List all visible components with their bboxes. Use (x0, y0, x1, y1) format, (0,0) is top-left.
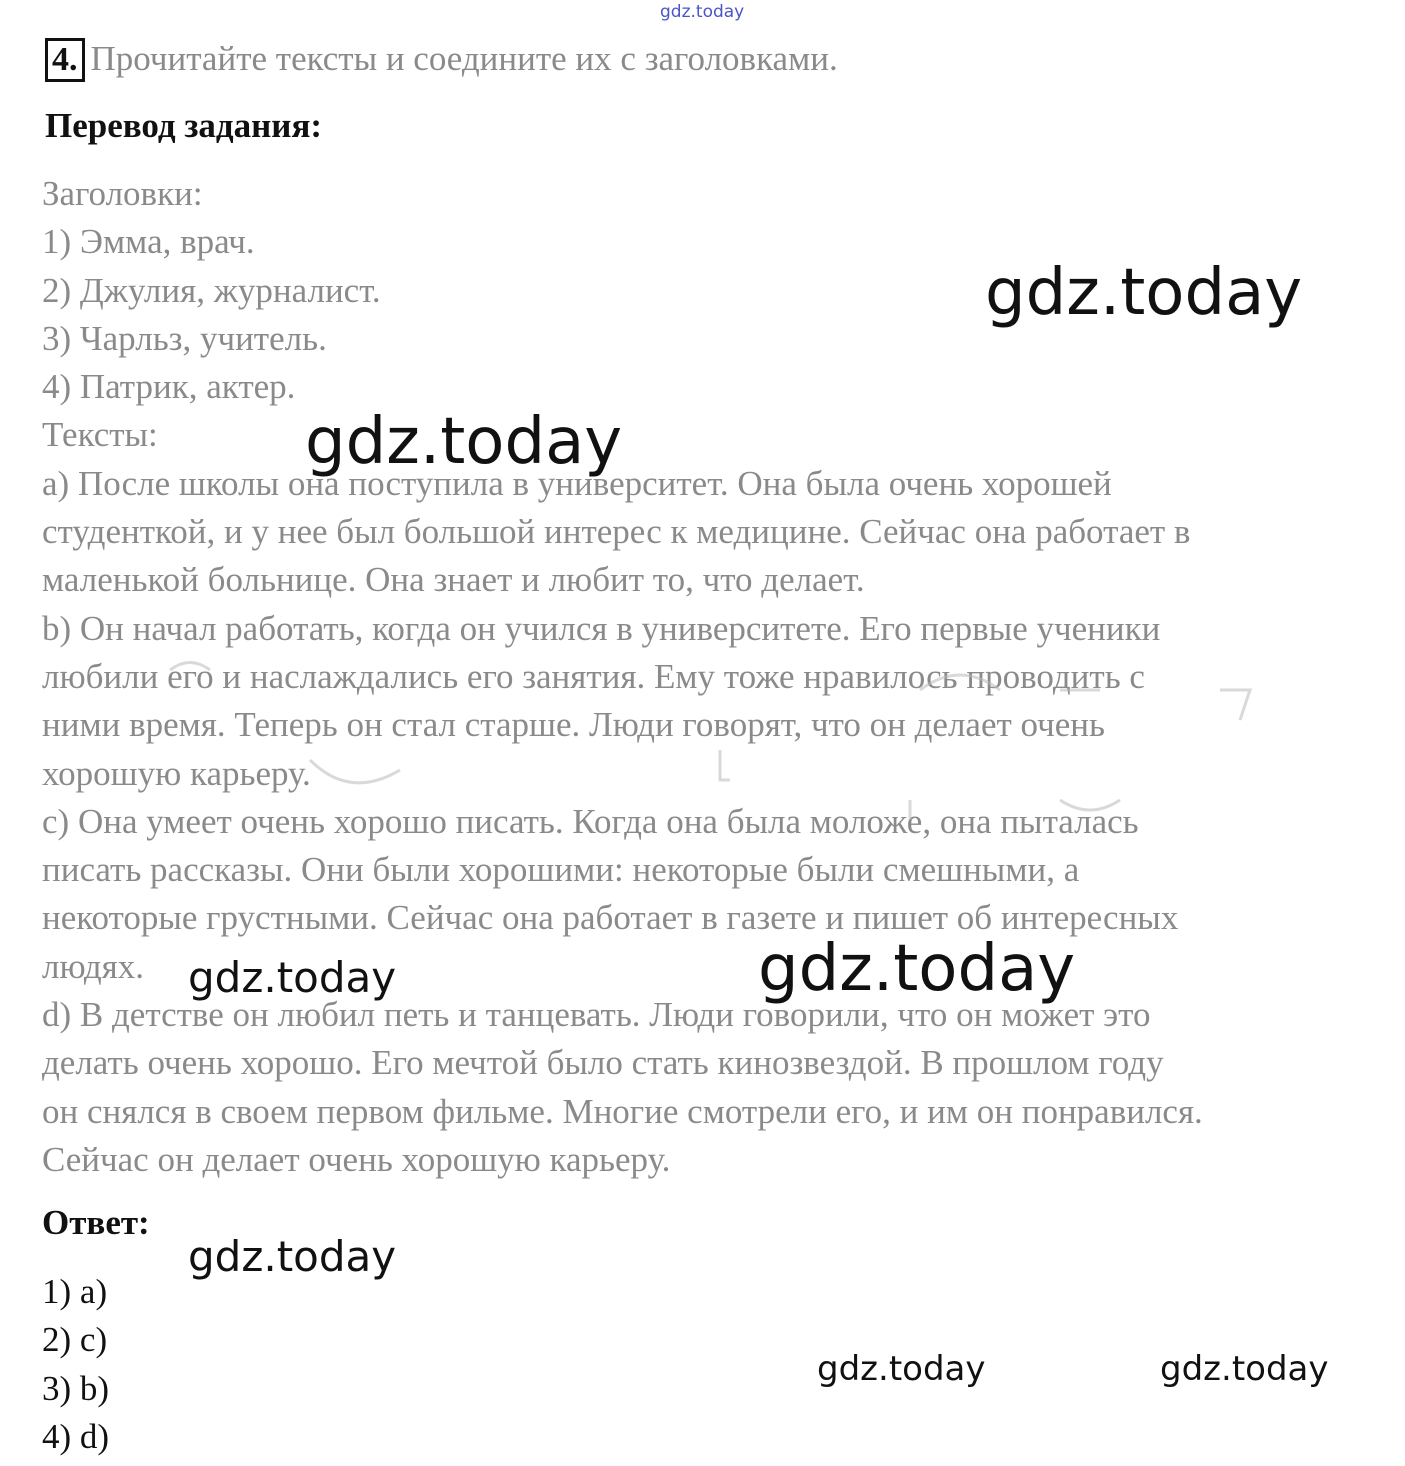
text-line: он снялся в своем первом фильме. Многие смотрели его, и им он понравился. (42, 1091, 1203, 1131)
text-line: ними время. Теперь он стал старше. Люди говорят, что он делает очень (42, 705, 1105, 745)
headings-label: Заголовки: (42, 174, 203, 213)
heading-item: 3) Чарльз, учитель. (42, 318, 327, 358)
text-line: c) Она умеет очень хорошо писать. Когда она была моложе, она пыталась (42, 801, 1139, 841)
text-line: Сейчас он делает очень хорошую карьеру. (42, 1139, 671, 1179)
task-line (45, 38, 838, 82)
ghost-watermark-strokes (140, 650, 1270, 820)
text-line: людях. (42, 946, 144, 986)
answer-list (42, 1268, 109, 1461)
text-line: маленькой больнице. Она знает и любит то, что делает. (42, 560, 865, 600)
heading-item: 4) Патрик, актер. (42, 367, 296, 407)
watermark-medium: gdz.today (188, 1232, 397, 1281)
watermark-large: gdz.today (985, 256, 1303, 330)
text-line: d) В детстве он любил петь и танцевать. Люди говорили, что он может это (42, 995, 1151, 1035)
watermark-large: gdz.today (305, 405, 623, 479)
text-c (42, 798, 1382, 991)
text-a (42, 460, 1382, 605)
heading-item: 2) Джулия, журналист. (42, 270, 381, 310)
text-d (42, 991, 1382, 1184)
answer-item: 4) d) (42, 1416, 110, 1456)
text-line: любили его и наслаждались его занятия. Ему тоже нравилось проводить с (42, 656, 1145, 696)
text-line: b) Он начал работать, когда он учился в университете. Его первые ученики (42, 608, 1161, 648)
watermark-medium: gdz.today (188, 953, 397, 1002)
watermark-small: gdz.today (817, 1349, 986, 1389)
task-number: 4. (45, 38, 85, 82)
text-line: писать рассказы. Они были хорошими: некоторые были смешными, а (42, 850, 1080, 890)
heading-item: 1) Эмма, врач. (42, 222, 255, 262)
task-instruction: Прочитайте тексты и соедините их с заголовками. (90, 39, 838, 78)
text-line: a) После школы она поступила в университет. Она была очень хорошей (42, 463, 1112, 503)
watermark-large: gdz.today (758, 932, 1076, 1006)
text-line: некоторые грустными. Сейчас она работает в газете и пишет об интересных (42, 898, 1179, 938)
texts-label: Тексты: (42, 415, 158, 455)
text-line: студенткой, и у нее был большой интерес к медицине. Сейчас она работает в (42, 512, 1191, 552)
answer-heading: Ответ: (42, 1203, 150, 1242)
answer-item: 3) b) (42, 1368, 110, 1408)
translation-heading: Перевод задания: (45, 106, 323, 145)
watermark-top: gdz.today (660, 2, 745, 22)
watermark-small: gdz.today (1160, 1349, 1329, 1389)
answer-item: 2) c) (42, 1320, 108, 1360)
text-line: делать очень хорошо. Его мечтой было стать кинозвездой. В прошлом году (42, 1043, 1164, 1083)
answer-item: 1) a) (42, 1272, 108, 1311)
text-line: хорошую карьеру. (42, 753, 311, 793)
